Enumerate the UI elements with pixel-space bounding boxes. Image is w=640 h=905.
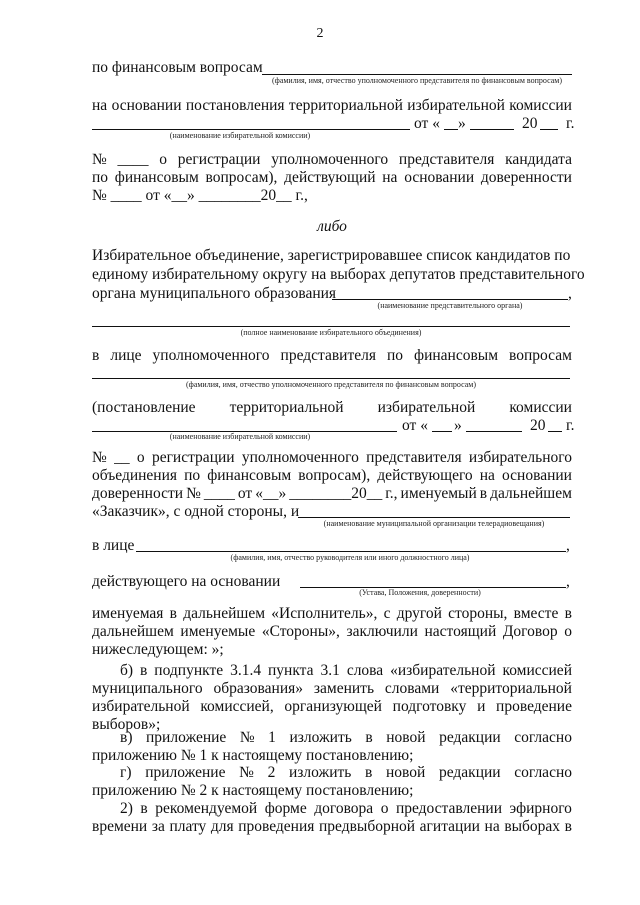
word: уполномоченного [271,151,389,168]
libo-heading [92,217,572,237]
word: именуемый [400,485,477,502]
word: подпункте [154,662,224,679]
word: действующий [284,169,376,186]
word: предвыборной [319,818,416,835]
word: согласно [514,764,572,781]
para-a-2 [92,622,572,642]
word: по [387,347,404,364]
text-year: 20 [522,115,538,132]
line-reg2-1 [92,448,572,468]
word: в [169,605,177,622]
word: приложение [145,764,226,781]
para-d-1 [120,763,572,783]
word: доверенности [480,169,572,186]
fill-line [92,129,410,130]
text [92,622,572,642]
word: по [92,169,109,186]
line-fin-voprosam [92,58,572,78]
word: уполномоченного [241,449,359,466]
text: выборов»; [92,716,161,733]
text: по финансовым вопросам [92,59,263,76]
word: регистрации [151,449,235,466]
word: вместе [513,605,559,622]
word: основании [404,169,475,186]
text-comma: , [566,537,570,554]
word: на [92,97,108,114]
word: в [564,818,572,835]
text [120,661,572,681]
word: в [365,729,373,746]
text [92,168,572,188]
fill-line [470,129,514,130]
word: уполномоченного [152,347,270,364]
word: избирательной [377,399,476,416]
para-d-2 [92,781,572,801]
word: за [151,818,165,835]
line-reg-2 [92,168,572,188]
line-osnovanie [92,96,572,116]
word: выборах [504,818,561,835]
word: стороны, [448,605,508,622]
word: «Стороны», [261,623,340,640]
word: основании [502,467,572,484]
line-obj-1 [92,246,572,266]
text: единому избирательному округу на выборах депутатов представительного [92,266,585,283]
word: в [564,605,572,622]
fill-line [92,378,570,379]
word: комиссией [502,662,572,679]
word: № [186,485,201,502]
word: новой [386,729,426,746]
text-g: г. [566,417,575,434]
word: в [479,485,488,502]
word: организующей [284,698,382,715]
word: предоставлении [395,800,503,817]
word: вопросам), [298,467,371,484]
text-year: 20 [530,417,546,434]
word: другой [396,605,442,622]
word: проведения [238,818,315,835]
word: эфирного [509,800,572,817]
word: словами [384,680,440,697]
text [92,346,572,366]
word: комиссией, [200,698,274,715]
para-e-1 [120,799,572,819]
fill-line [466,431,522,432]
word: плату [169,818,207,835]
para-a-3 [92,640,572,660]
text [92,604,572,624]
word: о [564,623,572,640]
word: «Исполнитель», [271,605,378,622]
word: подготовку [392,698,467,715]
word: договора [314,800,374,817]
word: в [140,662,148,679]
word: настоящий [424,623,497,640]
word: приложение [146,729,227,746]
text [92,96,572,116]
word: пункта [268,662,314,679]
word: основании [111,97,182,114]
word: о [136,449,145,466]
word: заменить [313,680,375,697]
para-e-2 [92,817,572,837]
caption-ruk: (фамилия, имя, отчество руководителя или иного должностного лица) [230,553,470,562]
word: ____ [203,485,235,502]
word: дальнейшем [490,485,572,502]
line-reg2-3 [92,484,572,504]
word: ____ [117,151,149,168]
word: территориальной [229,399,344,416]
line-postanovlenie [92,398,572,418]
fill-line [262,74,572,75]
word: № [239,764,254,781]
fill-line [540,129,558,130]
word: муниципального [92,680,203,697]
word: в [140,800,148,817]
caption-ustav: (Устава, Положения, доверенности) [359,588,481,597]
line-v-lice [92,346,572,366]
word: 3.1 [320,662,340,679]
word: 1 [268,729,276,746]
fill-line [136,551,566,552]
text: либо [317,218,347,235]
word: 3.1.4 [230,662,262,679]
word: «избирательной [390,662,496,679]
word: новой [386,764,426,781]
word: дальнейшем [183,605,266,622]
word: по [184,467,201,484]
word: изложить [289,729,352,746]
line-reg-1 [92,150,572,170]
text [92,398,572,418]
word: редакции [438,764,501,781]
word: представителя [398,151,495,168]
para-b-2 [92,679,572,699]
word: образования» [213,680,304,697]
word: объединения [92,467,178,484]
word: заключили [346,623,418,640]
caption-org: (наименование представительного органа) [377,301,523,310]
word: № [92,151,107,168]
text [120,763,572,783]
word: кандидата [505,151,572,168]
word: ________20__ [289,485,383,502]
caption-kom-1: (наименование избирательной комиссии) [169,131,311,140]
word: в [92,347,100,364]
fill-line [444,129,458,130]
fill-line [332,299,568,300]
word: о [380,800,389,817]
fill-line [548,431,562,432]
word: постановления [185,97,285,114]
text-quote: » [458,115,466,132]
text: «Заказчик», с одной стороны, и [92,503,300,520]
text-quote: » [454,417,462,434]
text: Избирательное объединение, зарегистрировавшее список кандидатов по [92,247,571,264]
fill-line [298,517,570,518]
text-ot: от « [414,115,440,132]
word: времени [92,818,148,835]
word: 2 [267,764,276,781]
word: изложить [289,764,352,781]
word: в [365,764,373,781]
word: на [479,467,495,484]
word: избирательного [468,449,572,466]
word: регистрации [177,151,261,168]
caption-kom-2: (наименование избирательной комиссии) [169,432,311,441]
word: Договор [502,623,558,640]
word: вопросам), [205,169,278,186]
word: б) [120,662,134,679]
word: от [237,485,253,502]
text-g: г. [566,115,575,132]
text: приложению № 2 к настоящему постановлению; [92,782,414,799]
word: именуемая [92,605,164,622]
word: избирательной [407,97,505,114]
text [92,697,572,717]
word: «территориальной [450,680,572,697]
text [92,679,572,699]
text-comma: , [566,573,570,590]
word: проведение [496,698,572,715]
text: № ____ от «__» ________20__ г., [92,187,308,204]
para-b-1 [120,661,572,681]
word: финансовым [414,347,499,364]
word: действующего [377,467,473,484]
line-obj-2 [92,265,585,285]
word: слова [346,662,384,679]
text-comma: , [568,285,572,302]
word: избирательной [92,698,190,715]
word: и [477,698,486,715]
text [120,728,572,748]
word: именуемые [180,623,256,640]
word: № [92,449,107,466]
word: вопросам [509,347,572,364]
text-ot: от « [402,417,428,434]
caption-obj: (полное наименование избирательного объединения) [240,328,422,337]
word: комиссии [509,97,572,114]
word: г) [120,764,132,781]
text: нижеследующем: »; [92,641,224,658]
text [120,799,572,819]
para-c-1 [120,728,572,748]
para-a-1 [92,604,572,624]
text: в лице [92,537,135,554]
caption-tele: (наименование муниципальной организации телерадиовещания) [323,519,545,528]
word: лице [110,347,142,364]
word: редакции [439,729,501,746]
word: финансовым [114,169,199,186]
word: «__» [255,485,287,502]
word: комиссии [509,399,572,416]
word: агитации [419,818,480,835]
caption-fio-2: (фамилия, имя, отчество уполномоченного представителя по финансовым вопросам) [185,380,477,389]
word: дальнейшем [92,623,174,640]
word: форме [264,800,307,817]
word: (постановление [92,399,196,416]
text: приложению № 1 к настоящему постановлению; [92,747,414,764]
word: г., [385,485,398,502]
caption-fio-fin: (фамилия, имя, отчество уполномоченного представителя по финансовым вопросам) [271,76,563,85]
para-b-3 [92,697,572,717]
word: для [210,818,234,835]
line-reg-3 [92,186,572,206]
text [92,448,572,468]
word: рекомендуемой [155,800,258,817]
word: с [383,605,391,622]
word: на [382,169,398,186]
word: на [484,818,500,835]
text [92,817,572,837]
text [92,150,572,170]
word: представителя [280,347,376,364]
word: в) [120,729,133,746]
text [92,484,572,504]
text [92,466,572,486]
word: доверенности [92,485,184,502]
word: 2) [120,800,133,817]
text: действующего на основании [92,573,281,590]
text: органа муниципального образования [92,285,337,302]
word: представителя [366,449,462,466]
word: согласно [514,729,572,746]
line-reg2-2 [92,466,572,486]
word: финансовым [207,467,292,484]
word: __ [114,449,130,466]
word: № [239,729,255,746]
page-number: 2 [316,26,324,41]
word: территориальной [288,97,403,114]
fill-line [432,431,452,432]
word: о [159,151,168,168]
fill-line [92,326,570,327]
